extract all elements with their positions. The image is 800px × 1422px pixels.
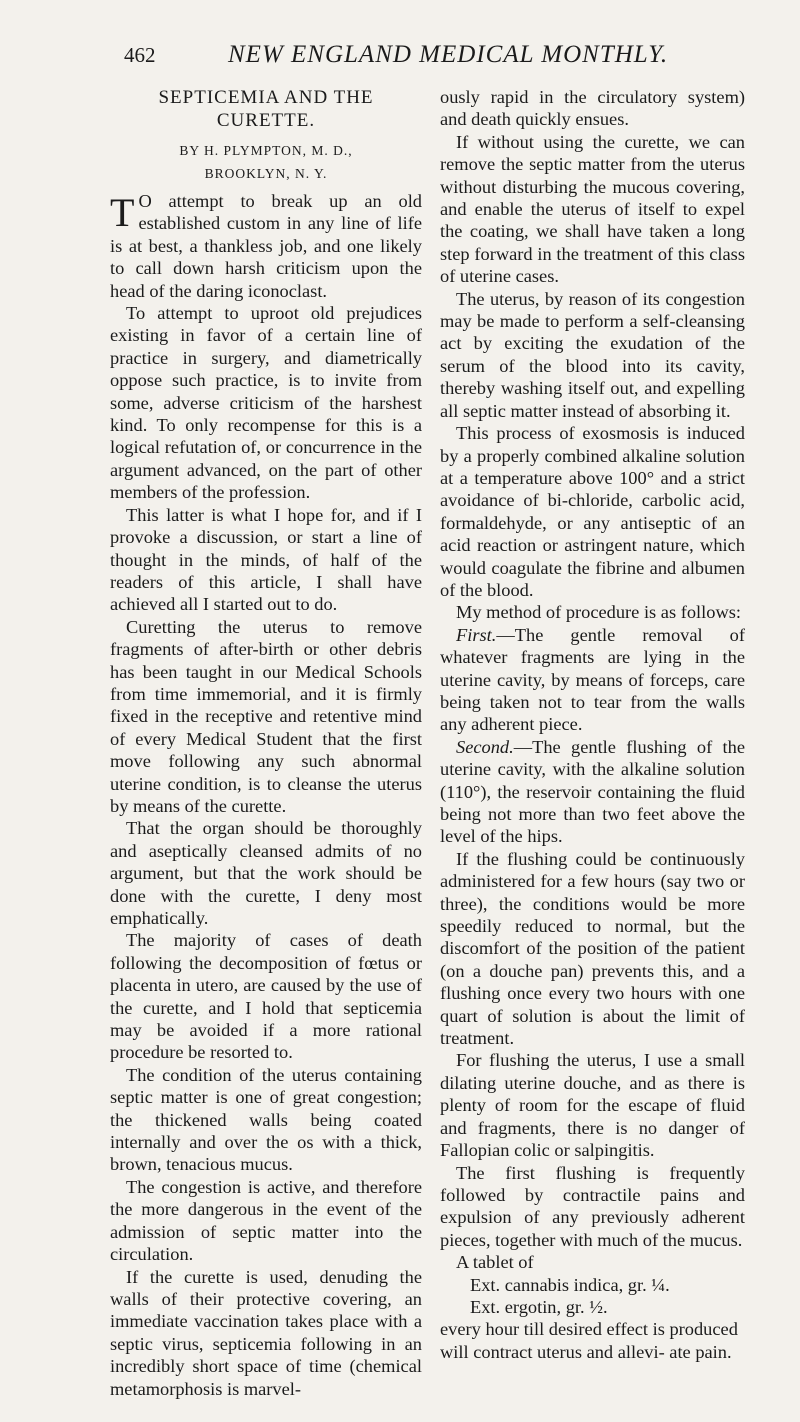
paragraph: For flushing the uterus, I use a small dilating uterine douche, and as there is plenty of room for the escape of fluid and fragments, there is no danger of Fallopian colic or salpingitis. bbox=[440, 1050, 745, 1161]
right-column bbox=[440, 86, 745, 1363]
paragraph: To attempt to uproot old prejudices existing in favor of a certain line of practice in surgery, and diametrically oppose such practice, is to invite from some, adverse criticism of the harshest kind. To only recompense for this is a logical refutation of, or concurrence in the argument advanced, on the part of other members of the profession. bbox=[110, 303, 422, 503]
paragraph: If the curette is used, denuding the walls of their protective covering, an immediate vaccination takes place with a septic virus, septicemia following in an incredibly short space of time (chemical metamorphosis is marvel- bbox=[110, 1266, 422, 1399]
paragraph: The uterus, by reason of its congestion may be made to perform a self-cleansing act by exciting the exudation of the serum of the blood into its cavity, thereby washing itself out, and expelling all septic matter instead of absorbing it. bbox=[440, 288, 745, 421]
paragraph-text: O attempt to break up an old established custom in any line of life is at best, a thankless job, and one likely to call down harsh criticism upon the head of the daring iconoclast. bbox=[110, 191, 422, 301]
title-line-1: SEPTICEMIA AND THE bbox=[158, 87, 374, 108]
paragraph: every hour till desired effect is produced will contract uterus and allevi- ate pain. bbox=[440, 1319, 738, 1362]
paragraph-text: —The gentle flushing of the uterine cavity, with the alkaline solution (110°), the reservoir containing the fluid being not more than two feet above the level of the hips. bbox=[440, 736, 745, 847]
byline-author: BY H. PLYMPTON, M. D., bbox=[179, 143, 353, 158]
page-number: 462 bbox=[124, 43, 156, 67]
journal-title: NEW ENGLAND MEDICAL MONTHLY. bbox=[228, 41, 669, 68]
title-line-2: CURETTE. bbox=[216, 110, 316, 131]
paragraph-text: —The gentle removal of whatever fragments are lying in the uterine cavity, by means of forceps, care being taken not to tear from the walls any adherent piece. bbox=[440, 624, 745, 735]
prescription-line: Ext. ergotin, gr. ½. bbox=[470, 1296, 608, 1317]
paragraph: The condition of the uterus containing septic matter is one of great congestion; the thickened walls being coated internally and over the os with a thick, brown, tenacious mucus. bbox=[110, 1064, 422, 1175]
paragraph: My method of procedure is as follows: bbox=[456, 602, 742, 623]
paragraph bbox=[440, 736, 745, 848]
paragraph bbox=[110, 190, 422, 302]
prescription-intro: A tablet of bbox=[456, 1252, 534, 1273]
paragraph: That the organ should be thoroughly and aseptically cleansed admits of no argument, but that the work should be done with the curette, I deny most emphatically. bbox=[110, 818, 422, 928]
byline bbox=[110, 139, 422, 185]
paragraph: If the flushing could be continuously administered for a few hours (say two or three), the conditions would be more speedily reduced to normal, but the discomfort of the position of the patient (on a douche pan) prevents this, and a flushing once every two hours with one quart of solution is about the limit of treatment. bbox=[440, 848, 745, 1049]
paragraph: Curetting the uterus to remove fragments of after-birth or other debris has been taught in our Medical Schools from time immemorial, and it is firmly fixed in the receptive and retentive mind of every Medical Student that the first move following any such abnormal uterine condition, is to cleanse the uterus by means of the curette. bbox=[110, 616, 422, 816]
paragraph: ously rapid in the circulatory system) and death quickly ensues. bbox=[440, 87, 745, 130]
paragraph: This process of exosmosis is induced by a properly combined alkaline solution at a temperature above 100° and a strict avoidance of bi-chloride, carbolic acid, formaldehyde, or any antiseptic of an acid reaction or astringent nature, which would coagulate the fibrine and albumen of the blood. bbox=[440, 423, 745, 600]
paragraph: The first flushing is frequently followed by contractile pains and expulsion of any previously adherent pieces, together with much of the mucus. bbox=[440, 1162, 745, 1250]
paragraph: If without using the curette, we can remove the septic matter from the uterus without disturbing the mucous covering, and enable the uterus of itself to expel the coating, we shall have taken a long step forward in the treatment of this class of uterine cases. bbox=[440, 131, 745, 287]
paragraph: The majority of cases of death following the decomposition of fœtus or placenta in utero, are caused by the use of the curette, and I hold that septicemia may be avoided if a more rational procedure be resorted to. bbox=[110, 930, 422, 1063]
paragraph: The congestion is active, and therefore the more dangerous in the event of the admission of septic matter into the circulation. bbox=[110, 1176, 422, 1265]
second-label: Second. bbox=[456, 736, 514, 757]
drop-cap: T bbox=[110, 190, 135, 235]
paragraph bbox=[440, 624, 745, 736]
article-title bbox=[110, 86, 422, 132]
first-label: First. bbox=[456, 624, 497, 645]
prescription-line: Ext. cannabis indica, gr. ¼. bbox=[470, 1274, 670, 1295]
left-column bbox=[110, 86, 422, 1400]
byline-location: BROOKLYN, N. Y. bbox=[204, 166, 328, 181]
paragraph: This latter is what I hope for, and if I provoke a discussion, or start a line of thought in the minds, of half of the readers of this article, I shall have achieved all I started out to do. bbox=[110, 504, 422, 615]
